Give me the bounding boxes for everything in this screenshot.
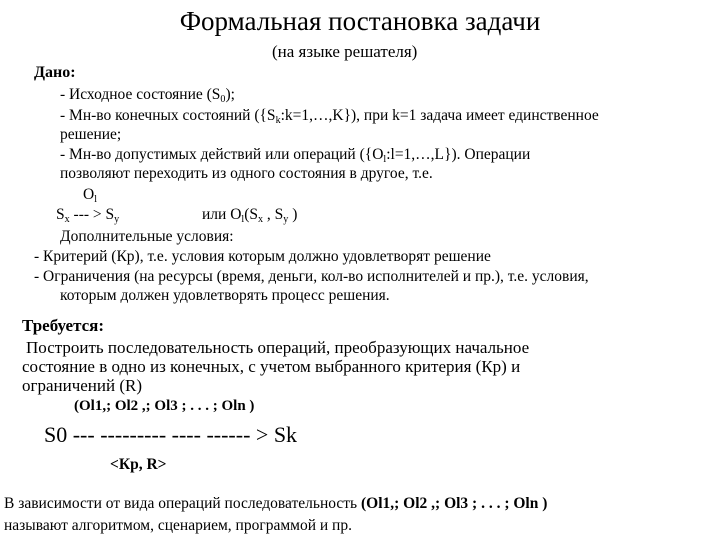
- state-chain: S0 --- --------- ---- ------ > Sk: [44, 422, 298, 447]
- criterion-line: - Критерий (Кр), т.е. условия которым должно удовлетворят решение: [34, 248, 491, 265]
- extra-conditions: Дополнительные условия:: [60, 228, 234, 245]
- actions-line-2: позволяют переходить из одного состояния в другое, т.е.: [60, 165, 433, 182]
- given-heading: Дано:: [34, 64, 76, 81]
- page-title: Формальная постановка задачи: [179, 6, 541, 36]
- initial-state-line: - Исходное состояние $(S_0)$;: [60, 86, 235, 105]
- page-subtitle: (на языке решателя): [272, 42, 418, 61]
- operation-label: $O_l$: [83, 186, 97, 205]
- bottom-line-1: В зависимости от вида операций последовательность (Ol1,; Ol2 ,; Ol3 ; . . . ; Oln ): [4, 495, 548, 512]
- criterion-constraints: <Кр, R>: [110, 456, 167, 473]
- required-line-1: Построить последовательность операций, преобразующих начальное: [26, 338, 530, 357]
- required-line-3: ограничений (R): [22, 376, 143, 395]
- final-states-line-2: решение;: [60, 126, 122, 143]
- required-heading: Требуется:: [22, 316, 105, 335]
- constraints-line-2: которым должен удовлетворять процесс решения.: [60, 287, 390, 304]
- bottom-line-2: называют алгоритмом, сценарием, программой и пр.: [4, 517, 352, 534]
- operations-sequence: (Ol1,; Ol2 ,; Ol3 ; . . . ; Oln ): [74, 398, 255, 414]
- final-states-line: - Мн-во конечных состояний $(\{S_k:k=1,\dots,K\})$, при k=1 задача имеет единственное: [60, 107, 599, 126]
- transition-alt: или $O_l(S_x$ , $S_y$ ): [202, 206, 298, 225]
- actions-line: - Мн-во допустимых действий или операций $(\{O_l:l=1,\dots,L\})$. Операции: [60, 146, 531, 165]
- constraints-line: - Ограничения (на ресурсы (время, деньги, кол-во исполнителей и пр.), т.е. условия,: [34, 268, 589, 285]
- required-line-2: состояние в одно из конечных, с учетом выбранного критерия (Кр) и: [22, 357, 521, 376]
- transition-line: $S_x$ --- > $S_y$: [56, 206, 120, 225]
